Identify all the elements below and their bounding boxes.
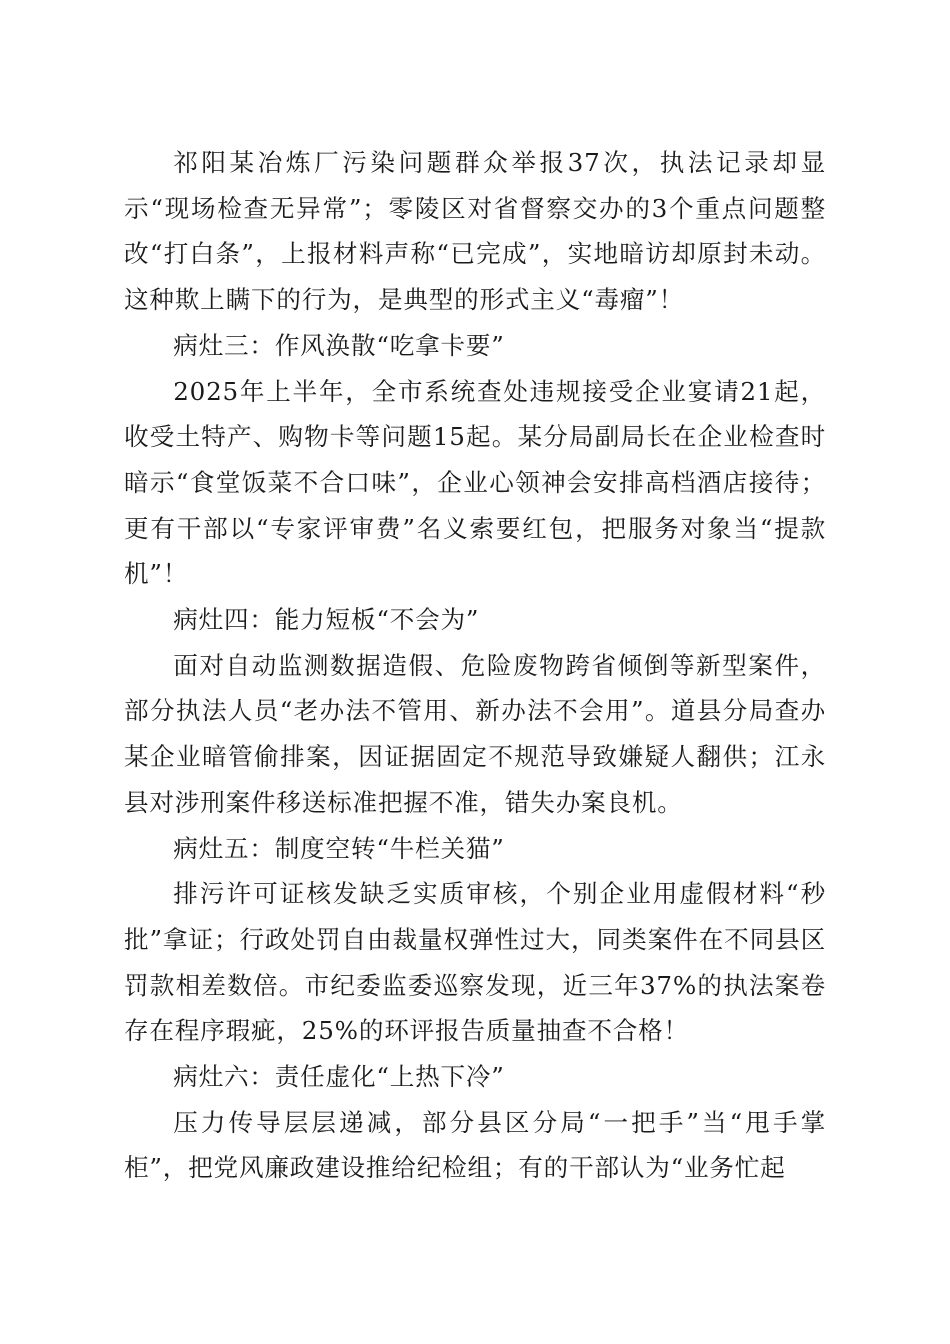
paragraph-responsibility: 压力传导层层递减，部分县区分局“一把手”当“甩手掌柜”，把党风廉政建设推给纪检组；有的干部认为“业务忙起 (124, 1107, 826, 1183)
paragraph-system: 排污许可证核发缺乏实质审核，个别企业用虚假材料“秒批”拿证；行政处罚自由裁量权弹性过大，同类案件在不同县区罚款相差数倍。市纪委监委巡察发现，近三年37%的执法案卷存在程序瑕疵，25%的环评报告质量抽查不合格！ (124, 879, 826, 1046)
section-heading-4: 病灶四：能力短板“不会为” (173, 605, 480, 635)
paragraph-work-style: 2025年上半年，全市系统查处违规接受企业宴请21起，收受土特产、购物卡等问题15起。某分局副局长在企业检查时暗示“食堂饭菜不合口味”，企业心领神会安排高档酒店接待；更有干部以“专家评审费”名义索要红包，把服务对象当“提款机”！ (124, 376, 826, 589)
section-heading-3: 病灶三：作风涣散“吃拿卡要” (173, 330, 505, 360)
section-heading-6: 病灶六：责任虚化“上热下冷” (173, 1062, 505, 1092)
document-page (124, 140, 826, 1191)
paragraph-capability: 面对自动监测数据造假、危险废物跨省倾倒等新型案件，部分执法人员“老办法不管用、新办法不会用”。道县分局查办某企业暗管偷排案，因证据固定不规范导致嫌疑人翻供；江永县对涉刑案件移送标准把握不准，错失办案良机。 (124, 650, 826, 817)
section-heading-5: 病灶五：制度空转“牛栏关猫” (173, 833, 505, 863)
paragraph-qiyang-smelter: 祁阳某冶炼厂污染问题群众举报37次，执法记录却显示“现场检查无异常”；零陵区对省督察交办的3个重点问题整改“打白条”，上报材料声称“已完成”，实地暗访却原封未动。这种欺上瞒下的行为，是典型的形式主义“毒瘤”！ (124, 148, 826, 315)
